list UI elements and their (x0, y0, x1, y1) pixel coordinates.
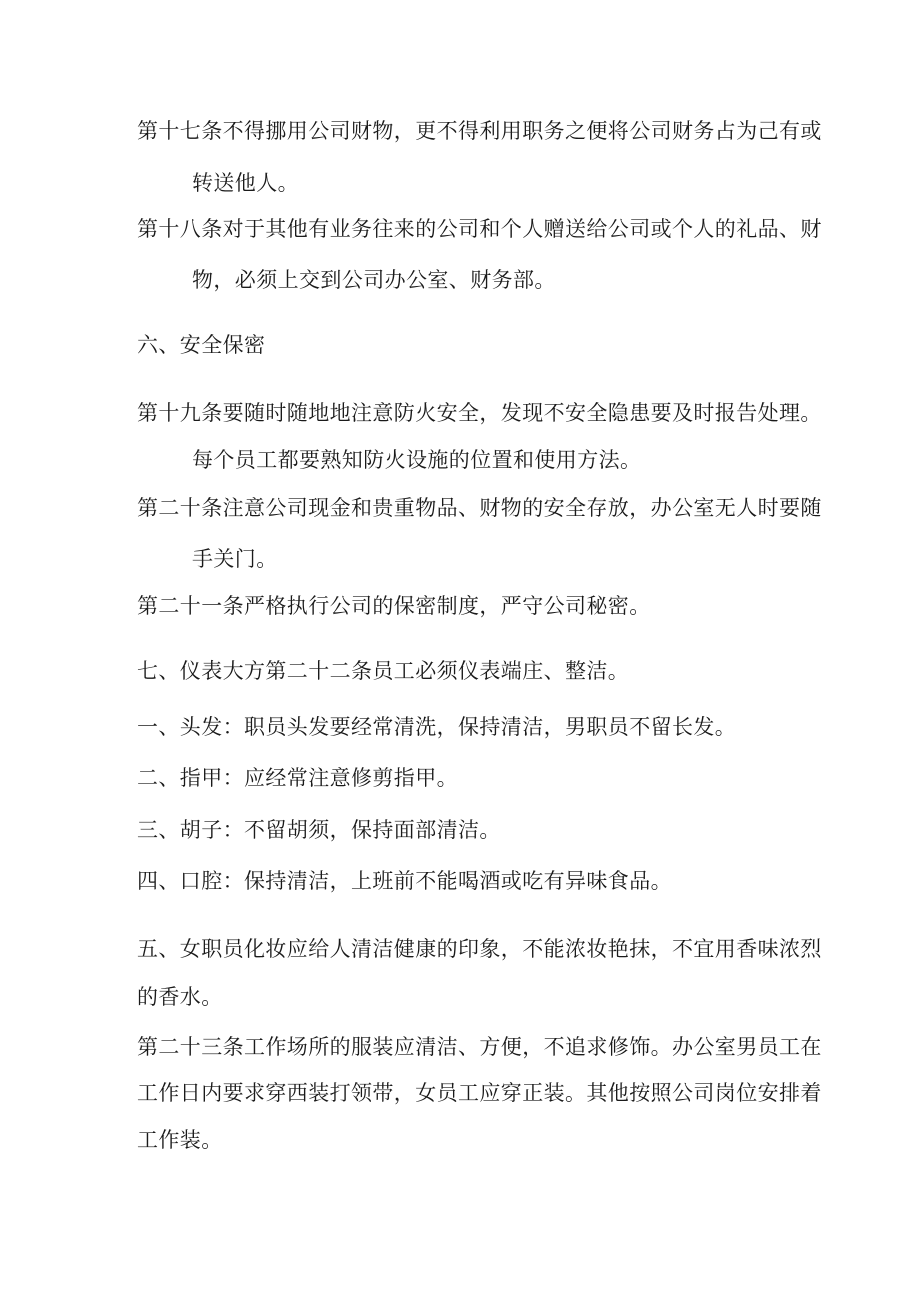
item-nails: 二、指甲：应经常注意修剪指甲。 (137, 766, 458, 790)
article-23-line-2: 工作日内要求穿西装打领带，女员工应穿正装。其他按照公司岗位安排着 (137, 1081, 822, 1105)
article-19-line-1: 第十九条要随时随地地注意防火安全，发现不安全隐患要及时报告处理。 (137, 401, 822, 425)
item-mouth: 四、口腔：保持清洁，上班前不能喝酒或吃有异味食品。 (137, 869, 672, 893)
article-20-line-1: 第二十条注意公司现金和贵重物品、财物的安全存放，办公室无人时要随 (137, 496, 822, 520)
article-23-line-3: 工作装。 (137, 1128, 223, 1152)
article-18-line-1: 第十八条对于其他有业务往来的公司和个人赠送给公司或个人的礼品、财 (137, 217, 822, 241)
article-21-line: 第二十一条严格执行公司的保密制度，严守公司秘密。 (137, 594, 651, 618)
section-7-heading: 七、仪表大方第二十二条员工必须仪表端庄、整洁。 (137, 659, 630, 683)
item-makeup-line-1: 五、女职员化妆应给人清洁健康的印象，不能浓妆艳抹，不宜用香味浓烈 (137, 937, 822, 961)
article-23-line-1: 第二十三条工作场所的服装应清洁、方便，不追求修饰。办公室男员工在 (137, 1035, 822, 1059)
item-beard: 三、胡子：不留胡须，保持面部清洁。 (137, 818, 501, 842)
article-17-line-2: 转送他人。 (192, 171, 299, 195)
item-makeup-line-2: 的香水。 (137, 985, 223, 1009)
article-20-line-2: 手关门。 (192, 547, 278, 571)
article-18-line-2: 物，必须上交到公司办公室、财务部。 (192, 268, 556, 292)
section-6-heading: 六、安全保密 (137, 333, 266, 357)
article-19-line-2: 每个员工都要熟知防火设施的位置和使用方法。 (192, 448, 642, 472)
item-hair: 一、头发：职员头发要经常清洗，保持清洁，男职员不留长发。 (137, 715, 737, 739)
article-17-line-1: 第十七条不得挪用公司财物，更不得利用职务之便将公司财务占为己有或 (137, 119, 822, 143)
